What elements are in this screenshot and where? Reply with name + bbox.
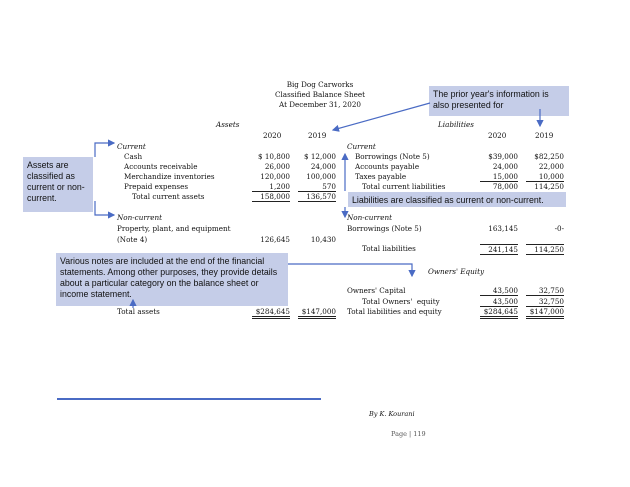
borrowings-nc-2019: -0- bbox=[554, 224, 564, 233]
asset-row-2019: 570 bbox=[298, 182, 336, 192]
asset-row-2020: $ 10,800 bbox=[257, 152, 290, 161]
footer-rule bbox=[57, 398, 321, 400]
asset-row-2020: 1,200 bbox=[252, 182, 290, 192]
total-liab-2019: 114,250 bbox=[526, 244, 564, 255]
ppe-2020: 126,645 bbox=[260, 235, 290, 244]
arrow-assets-noncurrent bbox=[95, 201, 114, 215]
total-assets-2020: $284,645 bbox=[252, 307, 290, 319]
arrow-notes-equity bbox=[288, 264, 412, 276]
statement-title: Classified Balance Sheet bbox=[275, 90, 365, 99]
liab-row-2019: 22,000 bbox=[538, 162, 564, 171]
borrowings-nc-label: Borrowings (Note 5) bbox=[347, 224, 422, 233]
liabilities-heading: Liabilities bbox=[438, 120, 474, 129]
total-current-liab-2020: 78,000 bbox=[492, 182, 518, 191]
notes-callout: Various notes are included at the end of the financial statements. Among other purposes, they provide details about a particular category on the balance sheet or income statement. bbox=[56, 253, 288, 306]
owners-capital-2020: 43,500 bbox=[480, 286, 518, 296]
assets-col-2020: 2020 bbox=[263, 131, 282, 140]
liabilities-classified-callout: Liabilities are classified as current or non-current. bbox=[348, 192, 566, 207]
total-liab-2020: 241,145 bbox=[480, 244, 518, 255]
borrowings-nc-2020: 163,145 bbox=[488, 224, 518, 233]
asset-row-label: Merchandize inventories bbox=[124, 172, 215, 181]
liab-row-2020: $39,000 bbox=[488, 152, 518, 161]
liab-row-2019: 10,000 bbox=[526, 172, 564, 182]
total-liab-equity-2019: $147,000 bbox=[526, 307, 564, 319]
asset-row-2019: 24,000 bbox=[310, 162, 336, 171]
prior-year-callout: The prior year's information is also presented for bbox=[429, 86, 569, 116]
arrow-prior-2019-assets bbox=[333, 103, 430, 130]
total-current-liab-label: Total current liabilities bbox=[362, 182, 446, 191]
asset-row-2019: $ 12,000 bbox=[303, 152, 336, 161]
asset-row-label: Prepaid expenses bbox=[124, 182, 189, 191]
liab-row-2019: $82,250 bbox=[534, 152, 564, 161]
asset-row-2019: 100,000 bbox=[306, 172, 336, 181]
liab-row-label: Borrowings (Note 5) bbox=[355, 152, 430, 161]
liab-col-2020: 2020 bbox=[488, 131, 507, 140]
assets-heading: Assets bbox=[216, 120, 240, 129]
asset-row-2020: 26,000 bbox=[264, 162, 290, 171]
liab-row-label: Accounts payable bbox=[355, 162, 420, 171]
statement-date: At December 31, 2020 bbox=[279, 100, 361, 109]
total-current-assets-label: Total current assets bbox=[132, 192, 205, 201]
asset-row-2020: 120,000 bbox=[260, 172, 290, 181]
assets-current-label: Current bbox=[117, 142, 146, 151]
ppe-note: (Note 4) bbox=[117, 235, 148, 244]
total-current-assets-2020: 158,000 bbox=[252, 192, 290, 202]
owners-capital-label: Owners' Capital bbox=[347, 286, 406, 295]
owners-capital-2019: 32,750 bbox=[526, 286, 564, 296]
asset-row-label: Cash bbox=[124, 152, 143, 161]
total-current-liab-2019: 114,250 bbox=[534, 182, 564, 191]
liab-row-2020: 24,000 bbox=[492, 162, 518, 171]
assets-noncurrent-label: Non-current bbox=[117, 213, 162, 222]
arrow-assets-current bbox=[95, 143, 114, 157]
total-liab-equity-label: Total liabilities and equity bbox=[347, 307, 442, 316]
total-assets-label: Total assets bbox=[117, 307, 160, 316]
liab-noncurrent-label: Non-current bbox=[347, 213, 392, 222]
liab-row-2020: 15,000 bbox=[480, 172, 518, 182]
total-current-assets-2019: 136,570 bbox=[298, 192, 336, 202]
page-number: Page | 119 bbox=[391, 430, 426, 438]
liab-row-label: Taxes payable bbox=[355, 172, 407, 181]
author-credit: By K. Kourani bbox=[369, 410, 415, 418]
ppe-label: Property, plant, and equipment bbox=[117, 224, 231, 233]
total-equity-label: Total Owners' equity bbox=[362, 297, 440, 306]
total-equity-2019: 32,750 bbox=[526, 297, 564, 307]
asset-row-label: Accounts receivable bbox=[124, 162, 198, 171]
liab-current-label: Current bbox=[347, 142, 376, 151]
total-assets-2019: $147,000 bbox=[298, 307, 336, 319]
equity-heading: Owners' Equity bbox=[428, 267, 485, 276]
liab-col-2019: 2019 bbox=[535, 131, 554, 140]
company-name: Big Dog Carworks bbox=[286, 80, 354, 89]
assets-classified-callout: Assets are classified as current or non-current. bbox=[23, 157, 93, 212]
ppe-2019: 10,430 bbox=[310, 235, 336, 244]
total-liab-equity-2020: $284,645 bbox=[480, 307, 518, 319]
total-equity-2020: 43,500 bbox=[480, 297, 518, 307]
assets-col-2019: 2019 bbox=[308, 131, 327, 140]
total-liab-label: Total liabilities bbox=[362, 244, 416, 253]
